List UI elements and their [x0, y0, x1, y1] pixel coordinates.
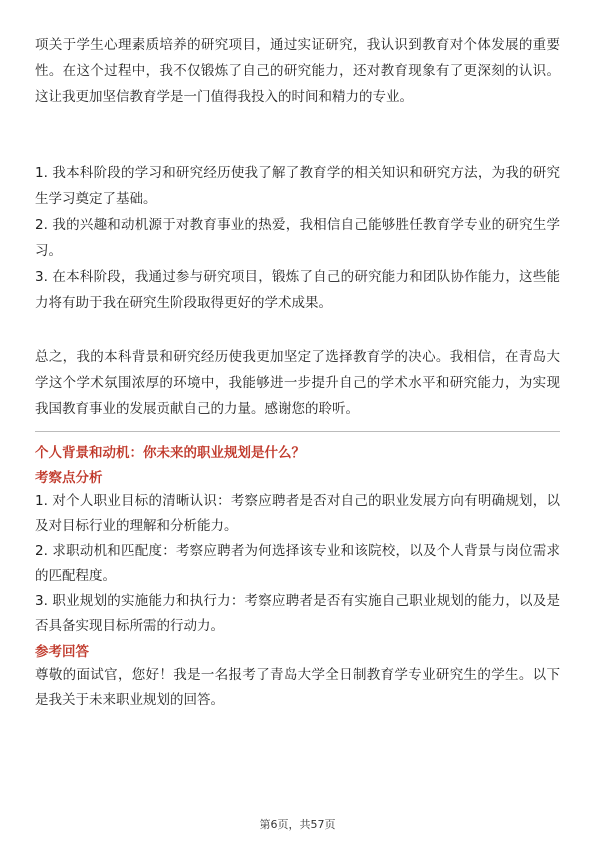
- analysis-point-2: 2. 求职动机和匹配度：考察应聘者为何选择该专业和该院校，以及个人背景与岗位需求的匹配程度。: [35, 543, 560, 584]
- page-number: 第6页，共57页: [259, 818, 336, 831]
- spacer: [35, 316, 560, 344]
- analysis-point-3: 3. 职业规划的实施能力和执行力：考察应聘者是否有实施自己职业规划的能力，以及是否具备实现目标所需的行动力。: [35, 593, 560, 634]
- summary-point-2: 2. 我的兴趣和动机源于对教育事业的热爱，我相信自己能够胜任教育学专业的研究生学习。: [35, 217, 560, 259]
- analysis-point-1: 1. 对个人职业目标的清晰认识：考察应聘者是否对自己的职业发展方向有明确规划，以及对目标行业的理解和分析能力。: [35, 493, 560, 534]
- section-divider: [35, 431, 560, 432]
- document-page: [35, 32, 560, 713]
- spacer: [35, 110, 560, 160]
- conclusion-paragraph: 总之，我的本科背景和研究经历使我更加坚定了选择教育学的决心。我相信，在青岛大学这个学术氛围浓厚的环境中，我能够进一步提升自己的学术水平和研究能力，为实现我国教育事业的发展贡献自己的力量。感谢您的聆听。: [35, 349, 560, 417]
- question-title: 个人背景和动机：你未来的职业规划是什么？: [35, 445, 305, 461]
- summary-point-1: 1. 我本科阶段的学习和研究经历使我了解了教育学的相关知识和研究方法，为我的研究生学习奠定了基础。: [35, 165, 560, 207]
- answer-heading: 参考回答: [35, 644, 89, 660]
- analysis-heading: 考察点分析: [35, 470, 103, 486]
- summary-point-3: 3. 在本科阶段，我通过参与研究项目，锻炼了自己的研究能力和团队协作能力，这些能力将有助于我在研究生阶段取得更好的学术成果。: [35, 269, 560, 311]
- answer-paragraph: 尊敬的面试官，您好！我是一名报考了青岛大学全日制教育学专业研究生的学生。以下是我关于未来职业规划的回答。: [35, 667, 560, 708]
- intro-paragraph: 项关于学生心理素质培养的研究项目，通过实证研究，我认识到教育对个体发展的重要性。在这个过程中，我不仅锻炼了自己的研究能力，还对教育现象有了更深刻的认识。这让我更加坚信教育学是一门值得我投入的时间和精力的专业。: [35, 37, 560, 105]
